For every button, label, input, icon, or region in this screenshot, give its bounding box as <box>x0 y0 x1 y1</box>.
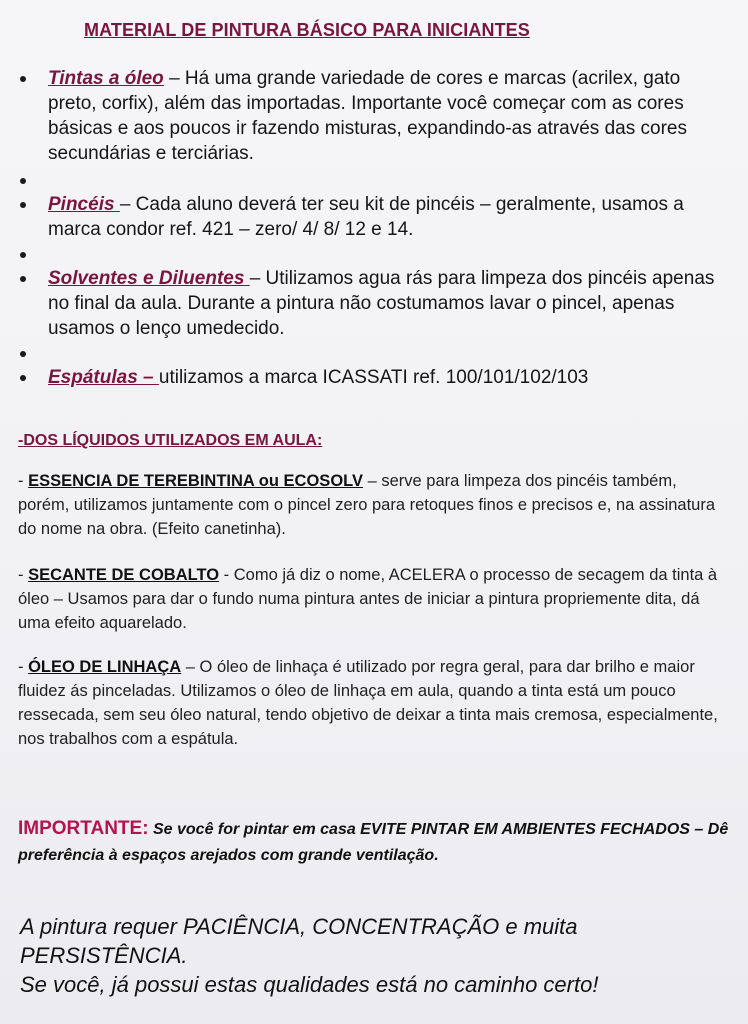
page-title: MATERIAL DE PINTURA BÁSICO PARA INICIANTES <box>84 20 530 40</box>
heading-text: DOS LÍQUIDOS UTILIZADOS EM AULA: <box>23 432 323 449</box>
liquid-text: – serve para limpeza dos pincéis também, porém, utilizamos juntamente com o pincel zero para retoques finos e precisos e, na assinatura do nome na obra. (Efeito canetinha). <box>18 472 716 538</box>
liquid-term: SECANTE DE COBALTO <box>28 566 220 584</box>
liquids-heading <box>18 432 322 450</box>
list-item <box>18 192 718 242</box>
closing-line-1: A pintura requer PACIÊNCIA, CONCENTRAÇÃO e muita PERSISTÊNCIA. <box>20 914 578 968</box>
important-text: Se você for pintar em casa EVITE PINTAR EM AMBIENTES FECHADOS – Dê preferência à espaços arejados com grande ventilação. <box>18 821 729 864</box>
bullet-icon <box>20 375 26 381</box>
liquid-paragraph <box>18 469 730 541</box>
liquid-text: - Como já diz o nome, ACELERA o processo de secagem da tinta à óleo – Usamos para dar o fundo numa pintura antes de iniciar a pintura propriemente dita, dá uma efeito aquarelado. <box>18 566 718 632</box>
bullet-icon <box>20 202 26 208</box>
list-item <box>18 66 718 166</box>
liquid-prefix: - <box>18 658 29 676</box>
liquid-text: – O óleo de linhaça é utilizado por regra geral, para dar brilho e maior fluidez ás pinceladas. Utilizamos o óleo de linhaça em aula, quando a tinta está um pouco ressecada, sem seu óleo natural, tendo objetivo de deixar a tinta mais cremosa, especialmente, nos trabalhos com a espátula. <box>18 658 718 748</box>
bullet-icon <box>20 276 26 282</box>
bullet-icon <box>20 178 26 184</box>
materials-list <box>18 66 718 390</box>
liquid-prefix: - <box>18 472 29 490</box>
liquid-paragraph <box>18 655 730 751</box>
item-text: – Utilizamos agua rás para limpeza dos pincéis apenas no final da aula. Durante a pintura não costumamos lavar o pincel, apenas usamos o lenço umedecido. <box>48 268 715 339</box>
list-item <box>18 365 718 390</box>
liquid-term: ÓLEO DE LINHAÇA <box>28 658 182 676</box>
closing-message <box>20 912 732 999</box>
bullet-icon <box>20 252 26 258</box>
liquid-prefix: - <box>18 566 29 584</box>
bullet-icon <box>20 351 26 357</box>
empty-list-item <box>18 168 718 192</box>
item-text: – Há uma grande variedade de cores e marcas (acrilex, gato preto, corfix), além das importadas. Importante você começar com as cores básicas e aos poucos ir fazendo misturas, expandindo-as através das cores secundárias e terciárias. <box>48 68 687 164</box>
closing-line-2: Se você, já possui estas qualidades está no caminho certo! <box>20 972 599 997</box>
item-term: Solventes e Diluentes <box>48 268 250 289</box>
item-text: – Cada aluno deverá ter seu kit de pincéis – geralmente, usamos a marca condor ref. 421 – zero/ 4/ 8/ 12 e 14. <box>48 194 684 240</box>
list-item <box>18 266 718 341</box>
liquid-term: ESSENCIA DE TEREBINTINA ou ECOSOLV <box>28 472 364 490</box>
item-term: Espátulas – <box>48 367 159 388</box>
bullet-icon <box>20 76 26 82</box>
empty-list-item <box>18 341 718 365</box>
item-text: utilizamos a marca ICASSATI ref. 100/101/102/103 <box>158 367 589 388</box>
item-term: Tintas a óleo <box>48 68 164 89</box>
empty-list-item <box>18 242 718 266</box>
liquid-paragraph <box>18 563 730 635</box>
important-label: IMPORTANTE: <box>18 818 149 839</box>
item-term: Pincéis <box>48 194 120 215</box>
heading-prefix: - <box>18 432 24 449</box>
important-note <box>18 816 730 869</box>
